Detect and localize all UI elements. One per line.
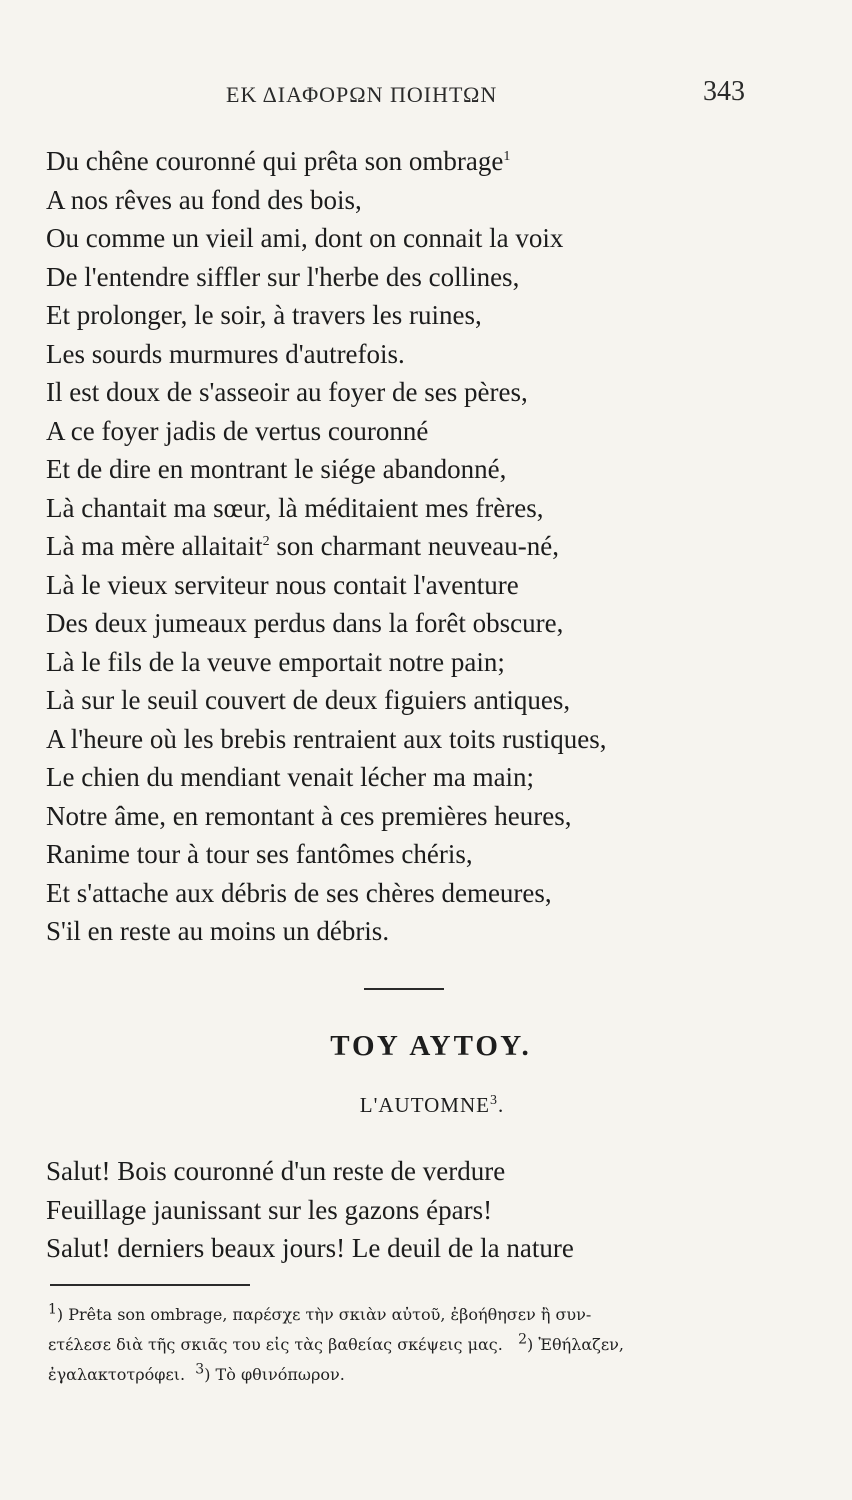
footnote-line: ἐγαλακτοτρόφει. $^3$) Τὸ φθινόπωρον.: [48, 1361, 345, 1384]
verse-line: Du chêne couronné qui prêta son ombrage$^1$: [46, 146, 511, 176]
verse-line: Là sur le seuil couvert de deux figuiers antiques,: [46, 685, 571, 715]
page-number: 343: [703, 76, 745, 107]
footnote-line: ετέλεσε διὰ τῆς σκιᾶς του εἰς τὰς βαθείας σκέψεις μας. $^2$) Ἐθήλαζεν,: [48, 1331, 624, 1354]
section-title: ΤΟΥ ΑΥΤΟΥ.: [330, 1030, 532, 1062]
verse-line: De l'entendre siffler sur l'herbe des collines,: [46, 261, 520, 292]
poem-title: L'AUTOMNE$^3$.: [359, 1093, 505, 1117]
verse-line: Là le vieux serviteur nous contait l'aventure: [46, 569, 519, 600]
poem-verse-block: [46, 142, 766, 951]
verse-line: Et s'attache aux débris de ses chères demeures,: [46, 877, 552, 908]
footnote-marker: 3: [489, 1093, 498, 1108]
footnote-divider: [50, 1284, 250, 1286]
footnote-marker: 2: [262, 534, 270, 549]
verse-line: Là le fils de la veuve emportait notre pain;: [46, 646, 505, 677]
verse-line: S'il en reste au moins un débris.: [46, 916, 390, 946]
verse-line: Les sourds murmures d'autrefois.: [46, 338, 405, 369]
verse-line: A ce foyer jadis de vertus couronné: [46, 415, 429, 446]
verse-line: Et de dire en montrant le siége abandonné,: [46, 454, 507, 484]
verse-line: Des deux jumeaux perdus dans la forêt obscure,: [46, 608, 564, 638]
running-title: ΕΚ ΔΙΑΦΟΡΩΝ ΠΟΙΗΤΩΝ: [226, 82, 498, 107]
verse-line: Feuillage jaunissant sur les gazons épars!: [46, 1194, 493, 1225]
verse-line: Ranime tour à tour ses fantômes chéris,: [46, 839, 473, 869]
footnote-marker: 1: [503, 149, 511, 164]
verse-line: Salut! derniers beaux jours! Le deuil de la nature: [46, 1233, 574, 1263]
footnotes: [48, 1300, 778, 1390]
section-divider: [364, 988, 444, 990]
poem-verse-block-2: [46, 1152, 766, 1268]
verse-line: Et prolonger, le soir, à travers les ruines,: [46, 300, 482, 330]
verse-line: Ou comme un vieil ami, dont on connait la voix: [46, 223, 564, 253]
verse-line: Salut! Bois couronné d'un reste de verdure: [46, 1156, 506, 1186]
running-head: [0, 76, 852, 112]
verse-line: Notre âme, en remontant à ces premières heures,: [46, 800, 572, 831]
verse-line: Le chien du mendiant venait lécher ma main;: [46, 762, 535, 792]
verse-line: Il est doux de s'asseoir au foyer de ses pères,: [46, 377, 528, 407]
footnote-line: $^1$) Prêta son ombrage, παρέσχε τὴν σκιὰν αὐτοῦ, ἐβοήθησεν ἢ συν-: [48, 1301, 592, 1324]
verse-line: Là ma mère allaitait$^2$ son charmant neuveau-né,: [46, 531, 560, 561]
verse-line: A l'heure où les brebis rentraient aux toits rustiques,: [46, 723, 607, 754]
verse-line: Là chantait ma sœur, là méditaient mes frères,: [46, 492, 544, 523]
verse-line: A nos rêves au fond des bois,: [46, 184, 362, 215]
